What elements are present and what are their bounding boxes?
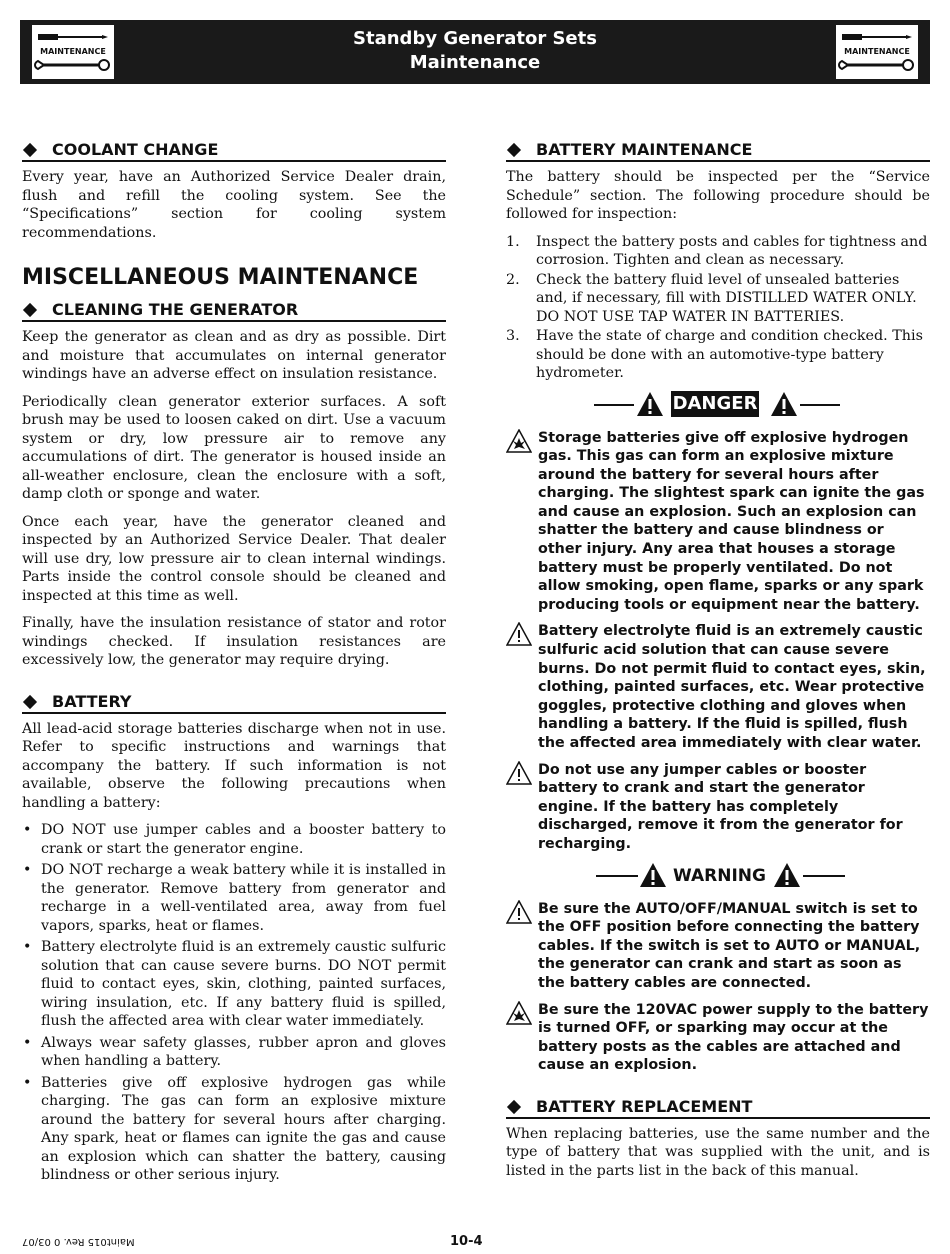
warning-triangle-icon: [639, 862, 667, 888]
battery-precautions-list: [22, 821, 446, 1185]
page-title: [20, 27, 930, 75]
cleaning-paragraph: Once each year, have the generator cleaned and inspected by an Authorized Service Dealer. That dealer will use dry, low pressure air to clean internal windings. Parts inside the control console should be cleaned and inspected at this time as well.: [22, 513, 446, 604]
list-item: 3. Have the state of charge and condition checked. This should be done with an automotive-type battery hydrometer.: [506, 328, 923, 381]
maintenance-badge-label: MAINTENANCE: [844, 47, 910, 56]
caution-triangle-icon: [506, 622, 532, 646]
danger-label: [506, 391, 930, 419]
warning-label: [506, 862, 930, 890]
list-item: 2. Check the battery fluid level of unsealed batteries and, if necessary, fill with DISTILLED WATER ONLY. DO NOT USE TAP WATER IN BATTERIES.: [506, 271, 917, 325]
section-heading-cleaning: CLEANING THE GENERATOR: [22, 300, 446, 322]
section-heading-coolant: COOLANT CHANGE: [22, 140, 446, 162]
diamond-bullet-icon: [507, 143, 521, 157]
coolant-text: Every year, have an Authorized Service Dealer drain, flush and refill the cooling system. See the “Specifications” section for cooling system recommendations.: [22, 169, 446, 241]
warning-triangle-icon: [773, 862, 801, 888]
section-heading-battery-maintenance: BATTERY MAINTENANCE: [506, 140, 930, 162]
diamond-bullet-icon: [23, 143, 37, 157]
list-item: • Always wear safety glasses, rubber apron and gloves when handling a battery.: [23, 1034, 446, 1069]
battery-maintenance-intro: The battery should be inspected per the “Service Schedule” section. The following procedure should be followed for inspection:: [506, 169, 930, 222]
maintenance-badge-label: MAINTENANCE: [40, 47, 106, 56]
warning-item: Be sure the AUTO/OFF/MANUAL switch is set to the OFF position before connecting the battery cables. If the switch is set to AUTO or MANUAL, the generator can crank and start as soon as the battery cables are connected.: [506, 900, 930, 993]
danger-item: Do not use any jumper cables or booster battery to crank and start the generator engine. If the battery has completely discharged, remove it from the generator for recharging.: [506, 761, 930, 854]
left-column: [22, 140, 446, 1188]
maintenance-badge: [836, 25, 918, 79]
explosion-warning-icon: [506, 429, 532, 453]
page-header: [20, 20, 930, 84]
section-heading-battery-replacement: BATTERY REPLACEMENT: [506, 1097, 930, 1119]
danger-triangle-icon: [636, 391, 664, 417]
title-line-1: Standby Generator Sets: [353, 28, 597, 49]
explosion-warning-icon: [506, 1001, 532, 1025]
warning-item: Be sure the 120VAC power supply to the battery is turned OFF, or sparking may occur at the battery posts as the cables are attached and cause an explosion.: [506, 1001, 930, 1075]
battery-replacement-text: When replacing batteries, use the same number and the type of battery that was supplied with the unit, and is listed in the parts list in the back of this manual.: [506, 1125, 930, 1179]
list-item: • Batteries give off explosive hydrogen gas while charging. The gas can form an explosive mixture around the battery for several hours after charging. Any spark, heat or flames can ignite the gas and cause an explosion which can shatter the battery, causing blindness or other serious injury.: [23, 1074, 446, 1183]
inspection-steps-list: [506, 233, 930, 383]
title-line-2: Maintenance: [409, 52, 541, 73]
warning-label-text: WARNING: [673, 865, 766, 886]
list-item: 1. Inspect the battery posts and cables for tightness and corrosion. Tighten and clean as necessary.: [506, 233, 928, 268]
list-item: • Battery electrolyte fluid is an extremely caustic sulfuric solution that can cause severe burns. DO NOT permit fluid to contact eyes, skin, clothing, painted surfaces, wiring insulation, etc. If any battery fluid is spilled, flush the affected area with clear water immediately.: [23, 939, 446, 1029]
list-item: • DO NOT use jumper cables and a booster battery to crank or start the generator engine.: [23, 822, 446, 857]
danger-item: Battery electrolyte fluid is an extremely caustic sulfuric acid solution that can cause severe burns. Do not permit fluid to contact eyes, skin, clothing, painted surfaces, etc. Wear protective goggles, protective clothing and gloves when handling a battery. If the fluid is spilled, flush the affected area immediately with clear water.: [506, 622, 930, 752]
diamond-bullet-icon: [507, 1100, 521, 1114]
list-item: • DO NOT recharge a weak battery while it is installed in the generator. Remove battery from generator and recharge in a well-ventilated area, away from fuel vapors, sparks, heat or flames.: [23, 862, 446, 934]
page-number: 10-4: [450, 1234, 483, 1249]
battery-intro: All lead-acid storage batteries discharge when not in use. Refer to specific instructions and warnings that accompany the battery. If such information is not available, observe the following precautions when handling a battery:: [22, 720, 446, 811]
section-heading-battery: BATTERY: [22, 692, 446, 714]
danger-item: Storage batteries give off explosive hydrogen gas. This gas can form an explosive mixture around the battery for several hours after charging. The slightest spark can ignite the gas and cause an explosion. Such an explosion can shatter the battery and cause blindness or other injury. Any area that houses a storage battery must be properly ventilated. Do not allow smoking, open flame, sparks or any spark producing tools or equipment near the battery.: [506, 429, 930, 615]
danger-triangle-icon: [770, 391, 798, 417]
caution-triangle-icon: [506, 761, 532, 785]
diamond-bullet-icon: [23, 694, 37, 708]
misc-maintenance-heading: MISCELLANEOUS MAINTENANCE: [22, 265, 419, 290]
diamond-bullet-icon: [23, 303, 37, 317]
danger-label-text: DANGER: [671, 391, 759, 417]
document-code: Maint015 Rev. 0 03/07: [22, 1236, 135, 1247]
cleaning-paragraph: Finally, have the insulation resistance of stator and rotor windings checked. If insulation resistances are excessively low, the generator may require drying.: [22, 615, 446, 668]
cleaning-paragraph: Keep the generator as clean and as dry as possible. Dirt and moisture that accumulates on internal generator windings have an adverse effect on insulation resistance.: [22, 329, 446, 382]
caution-triangle-icon: [506, 900, 532, 924]
cleaning-paragraph: Periodically clean generator exterior surfaces. A soft brush may be used to loosen caked on dirt. Use a vacuum system or dry, low pressure air to remove any accumulations of dirt. The generator is housed inside an all-weather enclosure, clean the enclosure with a soft, damp cloth or sponge and water.: [22, 393, 446, 502]
right-column: [506, 140, 930, 1189]
